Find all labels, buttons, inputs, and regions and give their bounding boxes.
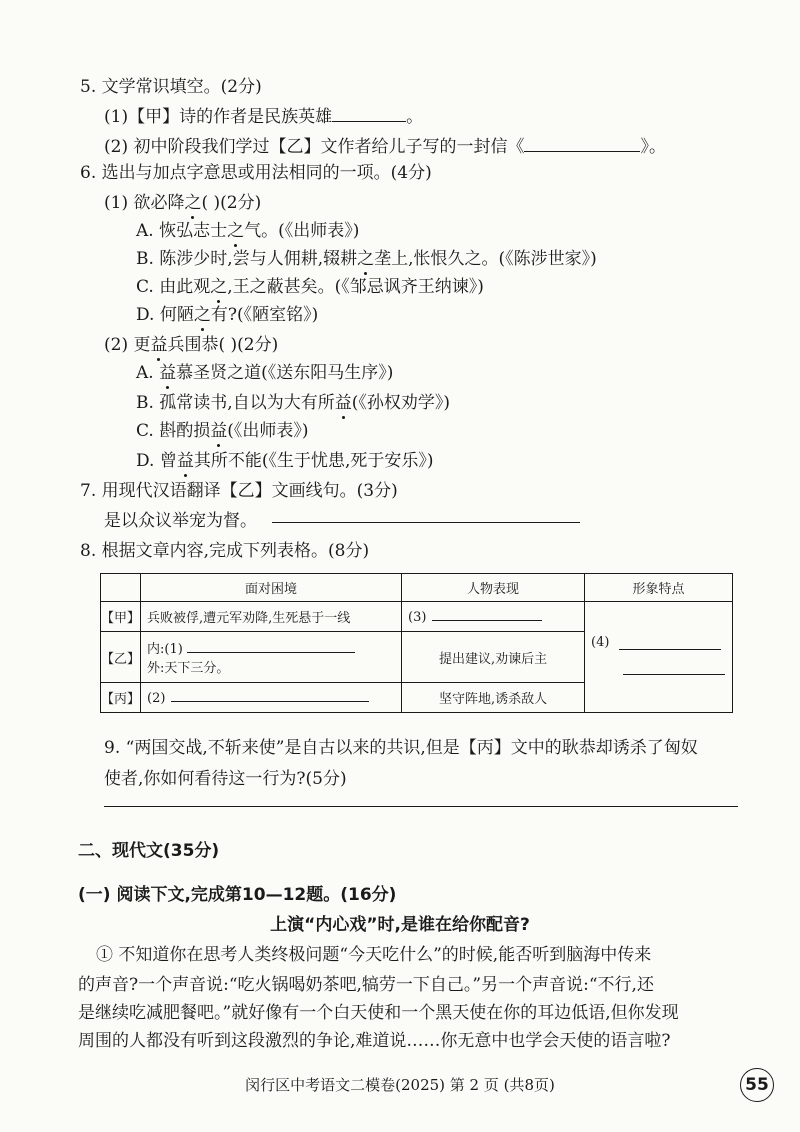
q6-part1-option-c <box>136 272 484 297</box>
dotted-char: 益 <box>335 388 352 413</box>
option-text: C. 斟酌损 <box>136 421 211 441</box>
option-text: (《孙权劝学》) <box>351 393 450 413</box>
q6-part1-option-b <box>136 244 597 269</box>
situation-label: (2) <box>147 690 166 706</box>
dotted-char: 益 <box>210 416 227 441</box>
situation-blank <box>187 640 355 653</box>
q7-sentence: 是以众议举宠为督。 <box>104 511 257 531</box>
q5-item-1-text: (1)【甲】诗的作者是民族英雄 <box>104 107 333 127</box>
option-text: D. 曾 <box>136 451 177 471</box>
table-header-row <box>101 574 733 602</box>
option-text: D. 何陋 <box>136 305 194 325</box>
dotted-char: 之 <box>227 216 244 241</box>
option-text: B. 陈涉少时,尝与人佣耕,辍耕 <box>136 249 358 269</box>
q9-answer-line <box>104 806 738 807</box>
q9-line-2: 使者,你如何看待这一行为?(5分) <box>104 769 347 789</box>
q6-part1-stem <box>104 188 261 213</box>
q5-item-2-text: (2) 初中阶段我们学过【乙】文作者给儿子写的一封信《 <box>104 137 525 157</box>
q5-item-2-end: 》。 <box>640 137 666 157</box>
option-text: (《出师表》) <box>227 421 309 441</box>
behavior-blank <box>432 608 542 621</box>
stem-text: (1) 欲必降 <box>104 193 185 213</box>
article-title: 上演“内心戏”时,是谁在给你配音? <box>270 915 530 935</box>
header-situation: 面对困境 <box>141 574 402 602</box>
header-trait: 形象特点 <box>585 574 733 602</box>
stem-score: 兵围恭( )(2分) <box>167 335 279 355</box>
article-line: 的声音?一个声音说:“吃火锅喝奶茶吧,犒劳一下自己。”另一个声音说:“不行,还 <box>78 975 654 995</box>
page-footer: 闵行区中考语文二模卷(2025) 第 2 页 (共8页) <box>245 1076 555 1094</box>
option-text: 垄上,怅恨久之。(《陈涉世家》) <box>374 249 597 269</box>
subsection-heading: (一) 阅读下文,完成第10—12题。(16分) <box>78 885 397 905</box>
trait-label: (4) <box>591 635 610 651</box>
dotted-char: 益 <box>177 446 194 471</box>
page-number-badge: 55 <box>740 1068 774 1102</box>
q5-blank-1 <box>332 107 406 122</box>
row-situation: 兵败被俘,遭元军劝降,生死悬于一线 <box>141 602 402 632</box>
q6-part1-option-a <box>136 216 359 241</box>
situation-outer: 外:天下三分。 <box>147 661 230 677</box>
q6-title: 6. 选出与加点字意思或用法相同的一项。(4分) <box>80 163 432 183</box>
trait-line-2 <box>623 662 726 679</box>
row-behavior-label: (3) <box>408 610 427 626</box>
q9-line-1: 9. “两国交战,不斩来使”是自古以来的共识,但是【丙】文中的耿恭却诱杀了匈奴 <box>104 738 698 758</box>
header-behavior: 人物表现 <box>402 574 585 602</box>
situation-blank <box>171 689 369 702</box>
q5-blank-2 <box>524 137 640 152</box>
q5-title: 5. 文学常识填空。(2分) <box>80 77 262 97</box>
article-line: ① 不知道你在思考人类终极问题“今天吃什么”的时候,能否听到脑海中传来 <box>96 945 652 965</box>
q6-part2-option-c <box>136 416 308 441</box>
option-text: 有?(《陋室铭》) <box>210 305 319 325</box>
q5-item-1-end: 。 <box>406 107 424 127</box>
article-line: 是继续吃减肥餐吧。”就好像有一个白天使和一个黑天使在你的耳边低语,但你发现 <box>78 1003 679 1023</box>
q5-item-2 <box>104 132 666 157</box>
trait-blank-2 <box>623 662 725 675</box>
table-corner-cell <box>101 574 141 602</box>
option-text: B. 孤常读书,自以为大有所 <box>136 393 335 413</box>
option-text: ,王之蔽甚矣。(《邹忌讽齐王纳谏》) <box>227 277 484 297</box>
option-text: A. <box>136 363 160 383</box>
dotted-char: 益 <box>150 330 167 355</box>
situation-inner <box>147 638 395 657</box>
stem-text: (2) 更 <box>104 335 151 355</box>
q6-part2-option-b <box>136 388 450 413</box>
q8-title: 8. 根据文章内容,完成下列表格。(8分) <box>80 541 370 561</box>
option-text: C. 由此观 <box>136 277 211 297</box>
dotted-char: 之 <box>210 272 227 297</box>
trait-answer <box>591 635 726 650</box>
row-tag: 【乙】 <box>101 632 141 682</box>
q6-part2-stem <box>104 330 278 355</box>
option-text: 其所不能(《生于忧患,死于安乐》) <box>193 451 434 471</box>
q8-table <box>100 573 733 713</box>
row-behavior-cell <box>402 602 585 632</box>
trait-blank-1 <box>619 637 721 650</box>
table-row <box>101 602 733 632</box>
row-behavior: 提出建议,劝谏后主 <box>402 632 585 682</box>
stem-score: ( )(2分) <box>201 193 262 213</box>
dotted-char: 之 <box>184 188 201 213</box>
dotted-char: 之 <box>194 300 211 325</box>
q6-part1-option-d <box>136 300 318 325</box>
option-text: A. 恢弘志士 <box>136 221 228 241</box>
option-text: 气。(《出师表》) <box>244 221 360 241</box>
q5-item-1 <box>104 102 423 127</box>
q6-part2-option-d <box>136 446 434 471</box>
section-heading: 二、现代文(35分) <box>78 841 220 861</box>
option-text: 慕圣贤之道(《送东阳马生序》) <box>176 363 394 383</box>
dotted-char: 益 <box>159 358 176 383</box>
q6-part2-option-a <box>136 358 393 383</box>
row-situation-cell <box>141 632 402 682</box>
q7-answer-line <box>272 522 580 523</box>
row-tag: 【丙】 <box>101 682 141 712</box>
row-tag: 【甲】 <box>101 602 141 632</box>
row-behavior: 坚守阵地,诱杀敌人 <box>402 682 585 712</box>
trait-cell <box>585 602 733 713</box>
q7-title: 7. 用现代汉语翻译【乙】文画线句。(3分) <box>80 481 398 501</box>
article-line: 周围的人都没有听到这段激烈的争论,难道说……你无意中也学会天使的语言啦? <box>78 1031 671 1051</box>
dotted-char: 之 <box>357 244 374 269</box>
row-situation-cell <box>141 682 402 712</box>
situation-inner-label: 内:(1) <box>147 642 183 658</box>
